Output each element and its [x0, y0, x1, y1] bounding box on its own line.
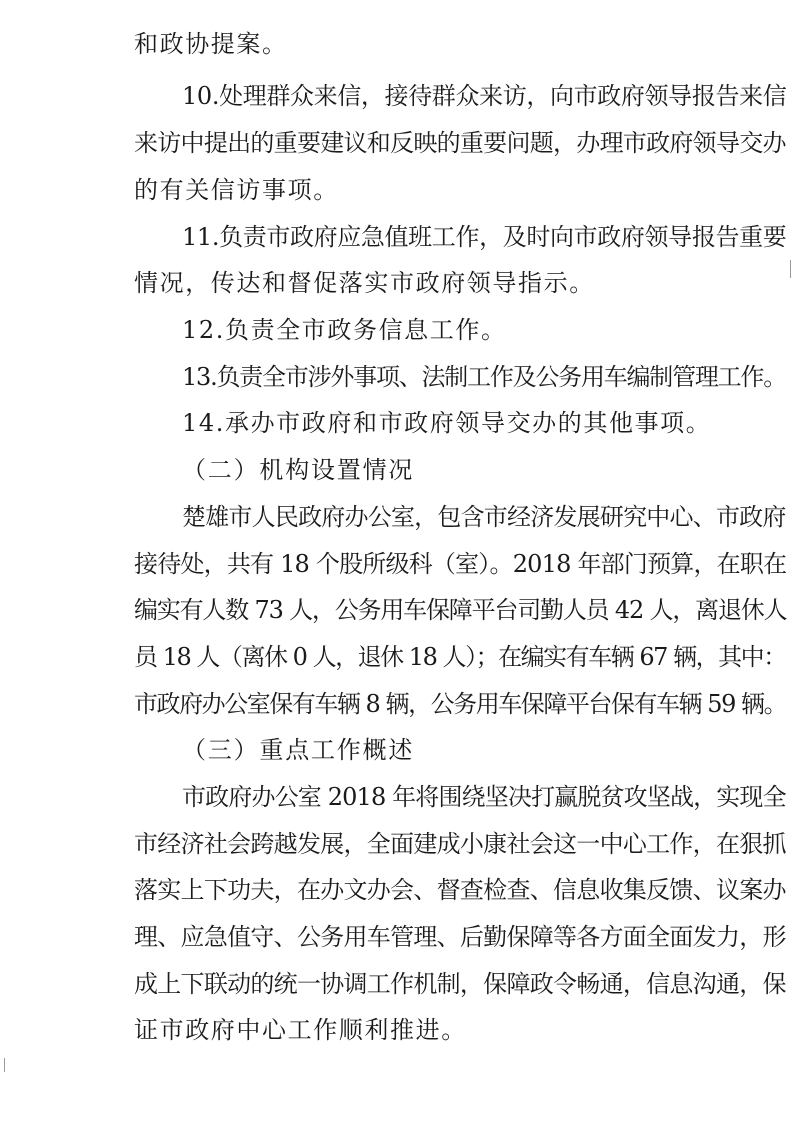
- paragraph-line: 证市政府中心工作顺利推进。: [134, 1016, 467, 1044]
- paragraph-line: 理、应急值守、公务用车管理、后勤保障等各方面全面发力，形: [134, 923, 786, 951]
- paragraph-line: 市政府办公室 2018 年将围绕坚决打赢脱贫攻坚战，实现全: [182, 783, 786, 811]
- scan-edge-mark: [790, 260, 791, 278]
- section-heading-3: （三）重点工作概述: [182, 736, 415, 764]
- item-14-line: 14.承办市政府和市政府领导交办的其他事项。: [182, 409, 712, 437]
- paragraph-line: 落实上下功夫，在办文办会、督查检查、信息收集反馈、议案办: [134, 876, 786, 904]
- paragraph-line: 接待处，共有 18 个股所级科（室）。2018 年部门预算，在职在: [134, 550, 787, 578]
- paragraph-line: 楚雄市人民政府办公室，包含市经济发展研究中心、市政府: [182, 503, 786, 531]
- item-12-line: 12.负责全市政务信息工作。: [182, 316, 507, 344]
- paragraph-line: 编实有人数 73 人，公务用车保障平台司勤人员 42 人，离退休人: [134, 596, 787, 624]
- item-10-line: 10.处理群众来信，接待群众来访，向市政府领导报告来信: [182, 82, 787, 110]
- paragraph-line: 成上下联动的统一协调工作机制，保障政令畅通，信息沟通，保: [134, 970, 786, 998]
- paragraph-line: 市政府办公室保有车辆 8 辆，公务用车保障平台保有车辆 59 辆。: [134, 690, 787, 718]
- paragraph-line: 市经济社会跨越发展，全面建成小康社会这一中心工作，在狠抓: [134, 830, 786, 858]
- item-13-line: 13.负责全市涉外事项、法制工作及公务用车编制管理工作。: [182, 363, 786, 391]
- section-heading-2: （二）机构设置情况: [182, 456, 415, 484]
- text-line: 的有关信访事项。: [134, 176, 339, 204]
- text-line: 和政协提案。: [134, 30, 288, 58]
- scan-edge-mark: [4, 1058, 5, 1072]
- text-line: 来访中提出的重要建议和反映的重要问题，办理市政府领导交办: [134, 129, 786, 157]
- item-11-line: 11.负责市政府应急值班工作，及时向市政府领导报告重要: [182, 223, 787, 251]
- paragraph-line: 员 18 人（离休 0 人，退休 18 人）；在编实有车辆 67 辆，其中：: [134, 643, 786, 671]
- text-line: 情况，传达和督促落实市政府领导指示。: [134, 269, 595, 297]
